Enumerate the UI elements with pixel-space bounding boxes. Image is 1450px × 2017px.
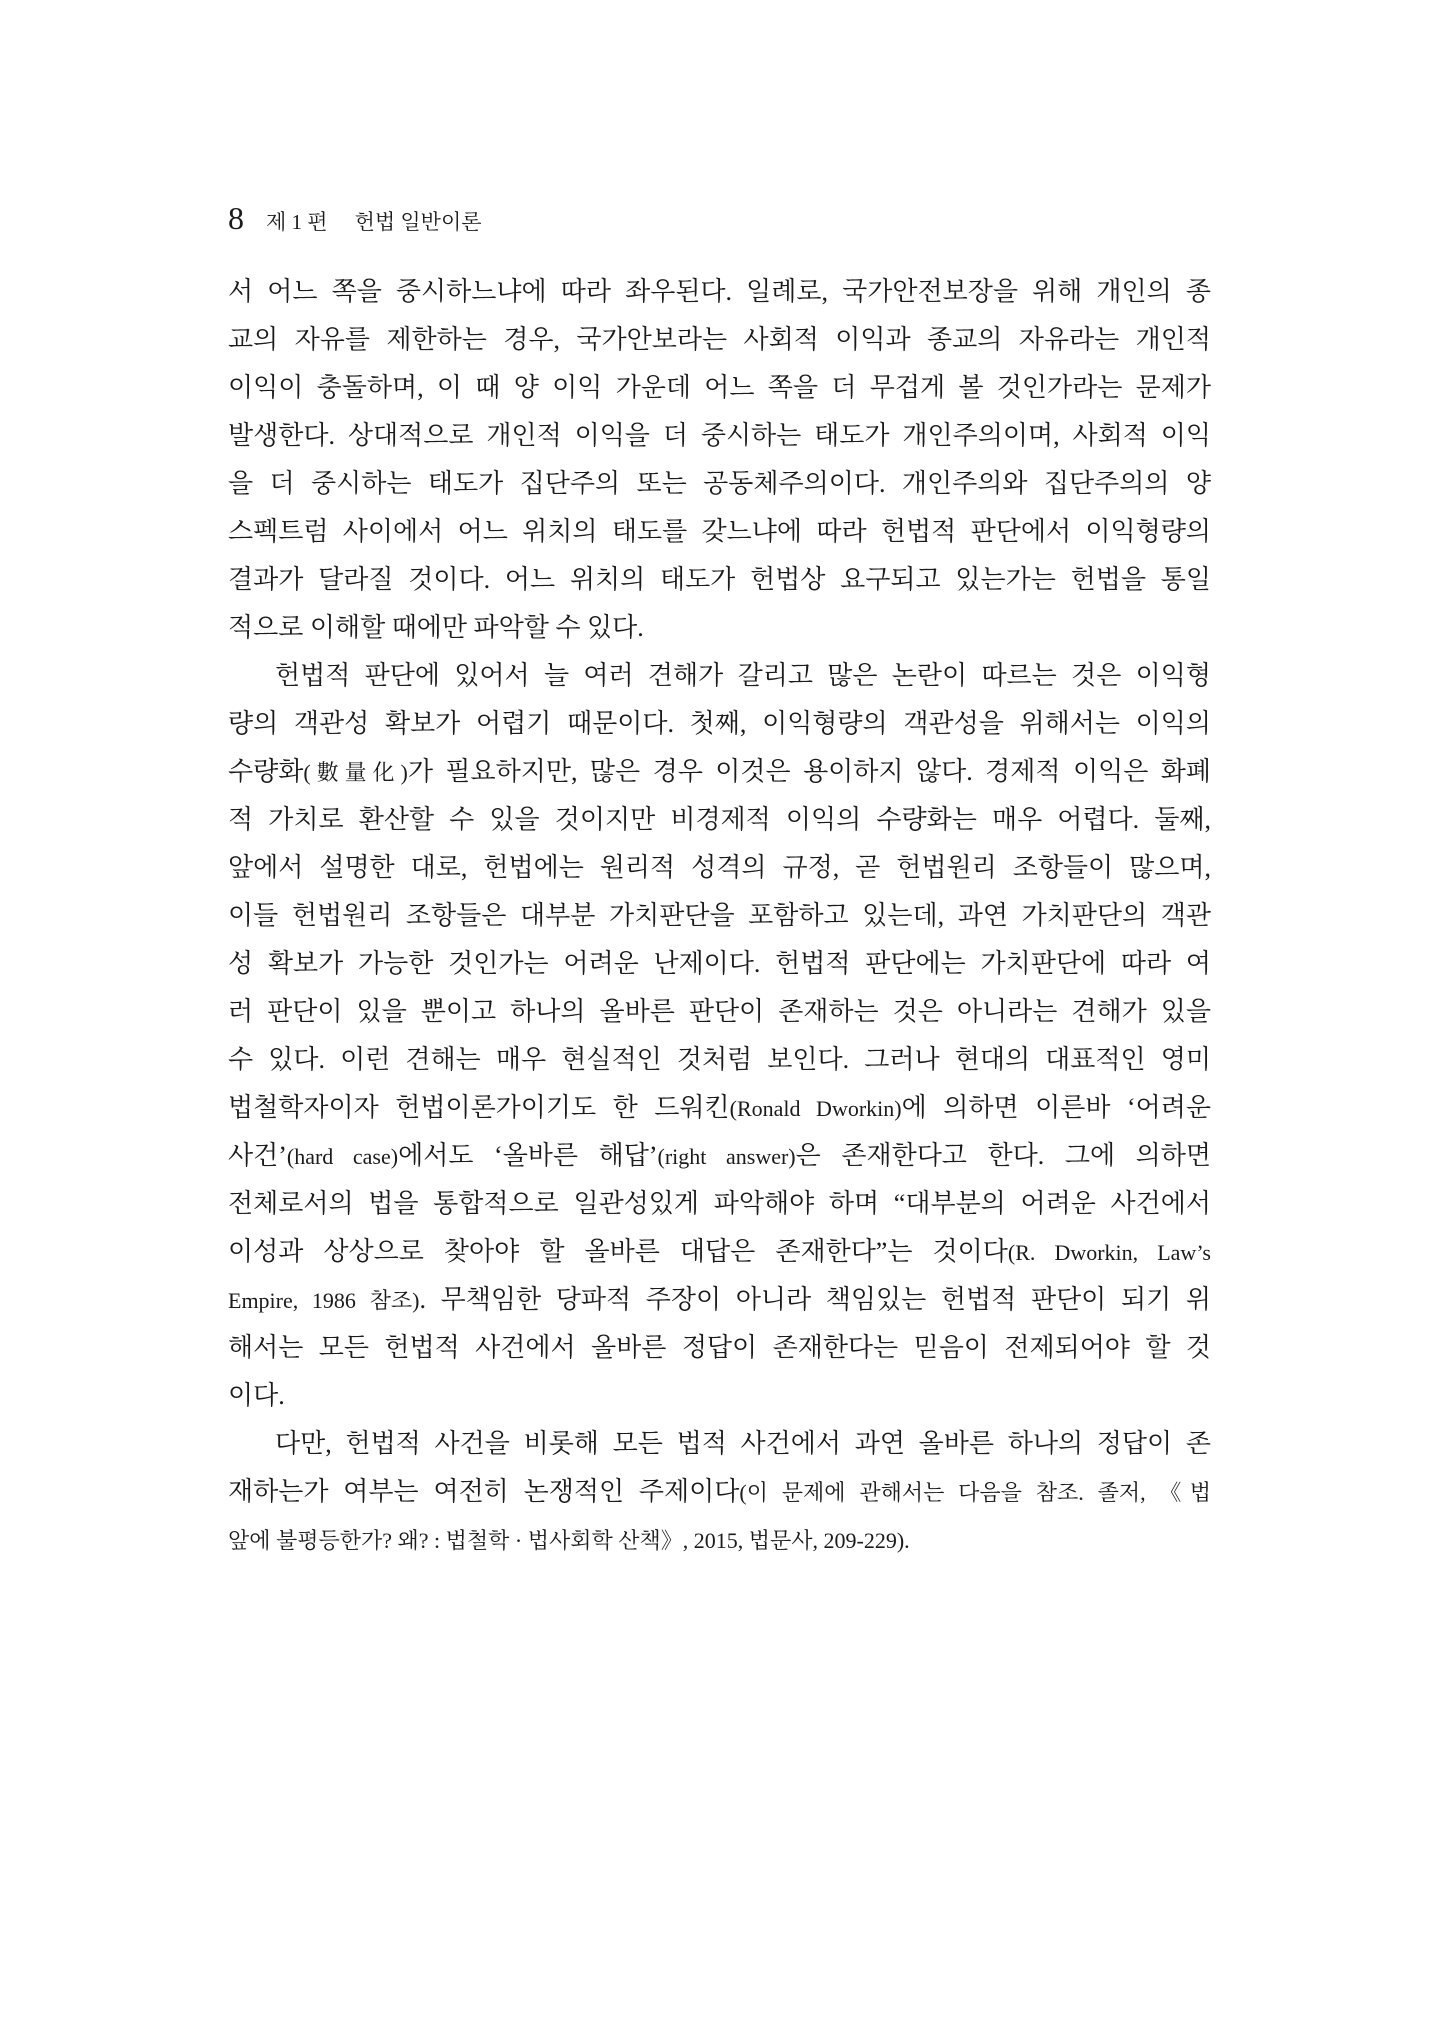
text-run: 발생한다. 상대적으로 개인적 이익을 더 중시하는 태도가 개인주의이며, 사회적 이익	[228, 421, 1211, 450]
text-run: . 무책임한 당파적 주장이 아니라 책임있는 헌법적 판단이 되기 위	[419, 1285, 1211, 1314]
parenthetical-note: 앞에 불평등한가? 왜? : 법철학 · 법사회학 산책》, 2015, 법문사, 209-229).	[228, 1528, 910, 1553]
text-run: 성 확보가 가능한 것인가는 어려운 난제이다. 헌법적 판단에는 가치판단에 따라 여	[228, 949, 1211, 978]
parenthetical-note: (R. Dworkin, Law’s	[1007, 1240, 1211, 1265]
text-line	[228, 1468, 1211, 1516]
text-run: 러 판단이 있을 뿐이고 하나의 올바른 판단이 존재하는 것은 아니라는 견해가 있을	[228, 997, 1211, 1026]
text-run: 적 가치로 환산할 수 있을 것이지만 비경제적 이익의 수량화는 매우 어렵다. 둘째,	[228, 805, 1211, 834]
text-line	[228, 268, 1211, 316]
parenthetical-note: Empire, 1986 참조)	[228, 1288, 420, 1313]
text-line	[228, 316, 1211, 364]
paragraph	[228, 652, 1211, 1420]
text-line	[228, 1372, 1211, 1420]
text-line	[228, 508, 1211, 556]
text-line	[228, 1228, 1211, 1276]
text-run: 전체로서의 법을 통합적으로 일관성있게 파악해야 하며 “대부분의 어려운 사건에서	[228, 1189, 1211, 1218]
text-run: 스펙트럼 사이에서 어느 위치의 태도를 갖느냐에 따라 헌법적 판단에서 이익형량의	[228, 517, 1211, 546]
chapter-title: 헌법 일반이론	[354, 210, 482, 234]
text-line	[228, 1516, 1211, 1564]
text-run: 앞에서 설명한 대로, 헌법에는 원리적 성격의 규정, 곧 헌법원리 조항들이 많으며,	[228, 853, 1211, 882]
text-run: 다만, 헌법적 사건을 비롯해 모든 법적 사건에서 과연 올바른 하나의 정답이 존	[275, 1429, 1211, 1458]
text-run: 수 있다. 이런 견해는 매우 현실적인 것처럼 보인다. 그러나 현대의 대표적인 영미	[228, 1045, 1211, 1074]
text-run: 이익이 충돌하며, 이 때 양 이익 가운데 어느 쪽을 더 무겁게 볼 것인가라는 문제가	[228, 373, 1211, 402]
text-line	[228, 748, 1211, 796]
text-run: 수량화	[228, 757, 304, 786]
body-text	[228, 268, 1211, 1564]
paragraph	[228, 268, 1211, 652]
text-run: 법철학자이자 헌법이론가이기도 한 드워킨	[228, 1093, 730, 1122]
text-line	[228, 412, 1211, 460]
parenthetical-note: (right answer)	[657, 1144, 796, 1169]
text-line	[228, 1180, 1211, 1228]
text-run: 서 어느 쪽을 중시하느냐에 따라 좌우된다. 일례로, 국가안전보장을 위해 개인의 종	[228, 277, 1211, 306]
text-run: 이들 헌법원리 조항들은 대부분 가치판단을 포함하고 있는데, 과연 가치판단의 객관	[228, 901, 1211, 930]
parenthetical-note: (이 문제에 관해서는 다음을 참조. 졸저, 《법	[739, 1480, 1211, 1505]
text-run: 을 더 중시하는 태도가 집단주의 또는 공동체주의이다. 개인주의와 집단주의의 양	[228, 469, 1211, 498]
text-run: 은 존재한다고 한다. 그에 의하면	[795, 1141, 1212, 1170]
paragraph	[228, 1420, 1211, 1564]
text-line	[228, 844, 1211, 892]
running-header	[228, 196, 482, 240]
text-run: 가 필요하지만, 많은 경우 이것은 용이하지 않다. 경제적 이익은 화폐	[407, 757, 1211, 786]
text-line	[228, 796, 1211, 844]
text-line	[228, 940, 1211, 988]
part-label: 제 1 편	[266, 210, 328, 234]
text-line	[228, 1420, 1211, 1468]
text-line	[228, 604, 1211, 652]
text-line	[228, 652, 1211, 700]
text-run: 이성과 상상으로 찾아야 할 올바른 대답은 존재한다”는 것이다	[228, 1237, 1008, 1266]
text-line	[228, 892, 1211, 940]
text-line	[228, 1084, 1211, 1132]
text-line	[228, 1276, 1211, 1324]
text-run: 재하는가 여부는 여전히 논쟁적인 주제이다	[228, 1477, 740, 1506]
text-run: 적으로 이해할 때에만 파악할 수 있다.	[228, 613, 644, 642]
text-run: 에 의하면 이른바 ‘어려운	[901, 1093, 1211, 1122]
text-line	[228, 700, 1211, 748]
text-run: 결과가 달라질 것이다. 어느 위치의 태도가 헌법상 요구되고 있는가는 헌법을 통일	[228, 565, 1211, 594]
text-run: 에서도 ‘올바른 해답’	[398, 1141, 658, 1170]
text-line	[228, 988, 1211, 1036]
parenthetical-note: (數量化)	[303, 760, 408, 785]
text-line	[228, 460, 1211, 508]
text-line	[228, 1036, 1211, 1084]
text-run: 해서는 모든 헌법적 사건에서 올바른 정답이 존재한다는 믿음이 전제되어야 할 것	[228, 1333, 1211, 1362]
page-number: 8	[228, 200, 244, 236]
text-run: 헌법적 판단에 있어서 늘 여러 견해가 갈리고 많은 논란이 따르는 것은 이익형	[275, 661, 1211, 690]
parenthetical-note: (Ronald Dworkin)	[729, 1096, 902, 1121]
text-run: 이다.	[228, 1381, 285, 1410]
text-run: 량의 객관성 확보가 어렵기 때문이다. 첫째, 이익형량의 객관성을 위해서는 이익의	[228, 709, 1211, 738]
text-line	[228, 1324, 1211, 1372]
text-line	[228, 364, 1211, 412]
text-run: 교의 자유를 제한하는 경우, 국가안보라는 사회적 이익과 종교의 자유라는 개인적	[228, 325, 1211, 354]
text-run: 사건’	[228, 1141, 287, 1170]
text-line	[228, 1132, 1211, 1180]
text-line	[228, 556, 1211, 604]
parenthetical-note: (hard case)	[286, 1144, 399, 1169]
